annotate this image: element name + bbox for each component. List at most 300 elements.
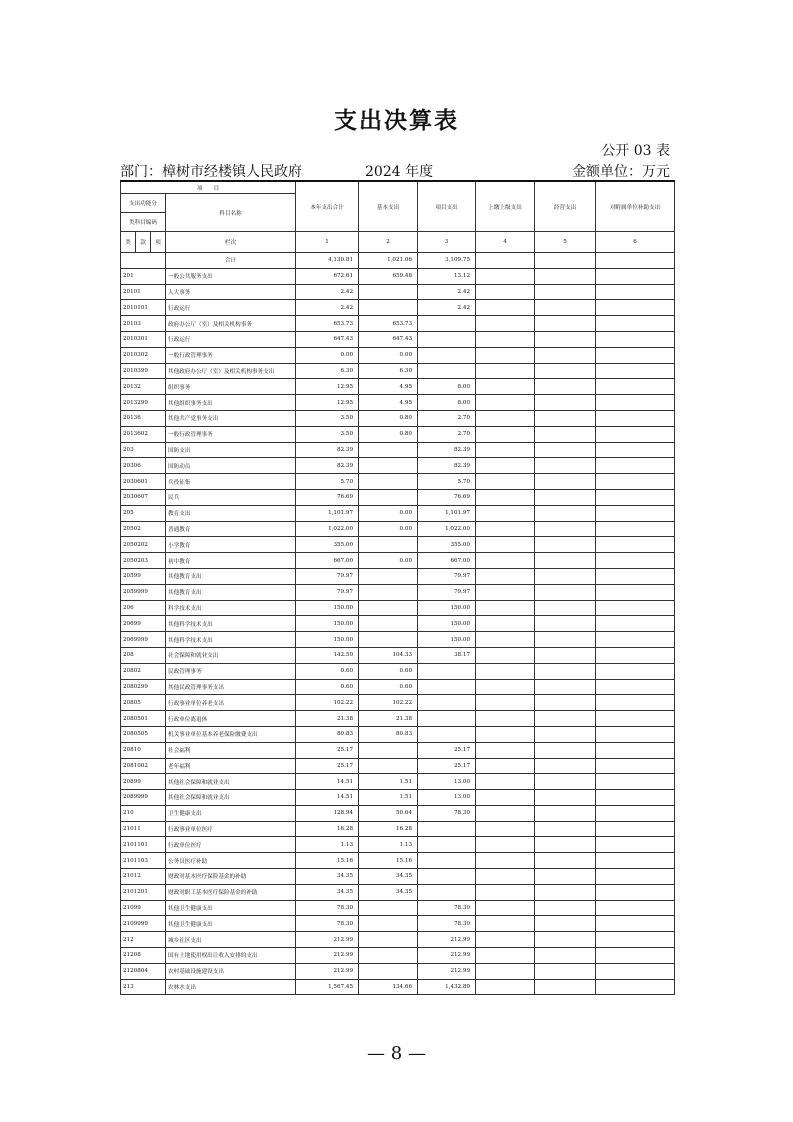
page-title: 支出决算表 bbox=[334, 108, 459, 134]
row-subject-name: 科学技术支出 bbox=[166, 600, 296, 616]
row-operating-expenditure bbox=[535, 284, 596, 300]
row-code: 21099 bbox=[121, 900, 166, 916]
row-operating-expenditure bbox=[535, 774, 596, 790]
row-upper-payment bbox=[476, 553, 535, 569]
row-total-expenditure: 2.42 bbox=[296, 300, 359, 316]
row-subject-name: 其他卫生健康支出 bbox=[166, 916, 296, 932]
row-subsidiary-subsidy bbox=[596, 948, 675, 964]
table-row bbox=[121, 442, 675, 458]
row-basic-expenditure: 653.73 bbox=[359, 316, 418, 332]
row-basic-expenditure: 0.00 bbox=[359, 521, 418, 537]
row-code: 210 bbox=[121, 805, 166, 821]
table-row bbox=[121, 679, 675, 695]
form-number: 公开 03 表 bbox=[601, 143, 670, 159]
row-operating-expenditure bbox=[535, 884, 596, 900]
row-code: 21208 bbox=[121, 948, 166, 964]
row-basic-expenditure: 104.33 bbox=[359, 647, 418, 663]
row-project-expenditure: 1,101.97 bbox=[418, 505, 476, 521]
row-code: 2013602 bbox=[121, 426, 166, 442]
row-basic-expenditure bbox=[359, 489, 418, 505]
row-subject-name: 城乡社区支出 bbox=[166, 932, 296, 948]
row-project-expenditure bbox=[418, 316, 476, 332]
row-subject-name: 其他社会保障和就业支出 bbox=[166, 790, 296, 806]
row-subject-name: 政府办公厅（室）及相关机构事务 bbox=[166, 316, 296, 332]
row-code: 205 bbox=[121, 505, 166, 521]
row-project-expenditure: 667.00 bbox=[418, 553, 476, 569]
row-operating-expenditure bbox=[535, 900, 596, 916]
row-project-expenditure: 13.00 bbox=[418, 790, 476, 806]
row-basic-expenditure bbox=[359, 948, 418, 964]
row-project-expenditure: 13.00 bbox=[418, 774, 476, 790]
row-code: 2080501 bbox=[121, 711, 166, 727]
row-basic-expenditure: 647.43 bbox=[359, 331, 418, 347]
row-code: 21011 bbox=[121, 821, 166, 837]
row-subject-name: 其他教育支出 bbox=[166, 568, 296, 584]
row-subsidiary-subsidy bbox=[596, 916, 675, 932]
row-total-expenditure: 14.51 bbox=[296, 790, 359, 806]
row-operating-expenditure bbox=[535, 790, 596, 806]
row-total-expenditure: 82.39 bbox=[296, 442, 359, 458]
row-upper-payment bbox=[476, 884, 535, 900]
row-subject-name: 其他政府办公厅（室）及相关机构事务支出 bbox=[166, 363, 296, 379]
table-row bbox=[121, 869, 675, 885]
row-project-expenditure bbox=[418, 821, 476, 837]
row-project-expenditure: 1,432.80 bbox=[418, 979, 476, 995]
row-project-expenditure: 79.97 bbox=[418, 584, 476, 600]
row-upper-payment bbox=[476, 742, 535, 758]
row-upper-payment bbox=[476, 695, 535, 711]
table-row bbox=[121, 300, 675, 316]
row-operating-expenditure bbox=[535, 932, 596, 948]
row-operating-expenditure bbox=[535, 948, 596, 964]
row-code: 20103 bbox=[121, 316, 166, 332]
row-basic-expenditure bbox=[359, 568, 418, 584]
row-operating-expenditure bbox=[535, 616, 596, 632]
row-total-expenditure: 667.00 bbox=[296, 553, 359, 569]
table-row bbox=[121, 963, 675, 979]
row-project-expenditure: 355.00 bbox=[418, 537, 476, 553]
row-subsidiary-subsidy bbox=[596, 537, 675, 553]
row-basic-expenditure: 0.00 bbox=[359, 347, 418, 363]
row-total-expenditure: 1.13 bbox=[296, 837, 359, 853]
row-basic-expenditure: 6.30 bbox=[359, 363, 418, 379]
row-project-expenditure: 5.70 bbox=[418, 474, 476, 490]
row-code: 2101201 bbox=[121, 884, 166, 900]
row-code: 20699 bbox=[121, 616, 166, 632]
row-operating-expenditure bbox=[535, 474, 596, 490]
row-subject-name: 一般行政管理事务 bbox=[166, 426, 296, 442]
row-operating-expenditure bbox=[535, 268, 596, 284]
row-total-expenditure: 78.30 bbox=[296, 916, 359, 932]
row-total-expenditure: 21.38 bbox=[296, 711, 359, 727]
row-upper-payment bbox=[476, 331, 535, 347]
row-operating-expenditure bbox=[535, 679, 596, 695]
row-total-expenditure: 1,022.00 bbox=[296, 521, 359, 537]
row-basic-expenditure bbox=[359, 284, 418, 300]
row-subject-name: 其他组织事务支出 bbox=[166, 395, 296, 411]
row-total-expenditure: 16.28 bbox=[296, 821, 359, 837]
row-total-expenditure: 34.35 bbox=[296, 869, 359, 885]
row-operating-expenditure bbox=[535, 537, 596, 553]
row-subsidiary-subsidy bbox=[596, 600, 675, 616]
row-subject-name: 行政单位离退休 bbox=[166, 711, 296, 727]
row-code: 2013299 bbox=[121, 395, 166, 411]
amount-unit-label: 金额单位：万元 bbox=[572, 164, 670, 180]
row-upper-payment bbox=[476, 900, 535, 916]
row-project-expenditure bbox=[418, 853, 476, 869]
row-basic-expenditure bbox=[359, 616, 418, 632]
row-code: 20132 bbox=[121, 379, 166, 395]
row-basic-expenditure bbox=[359, 916, 418, 932]
row-project-expenditure: 76.69 bbox=[418, 489, 476, 505]
header-xiang: 项 bbox=[151, 232, 166, 253]
row-subsidiary-subsidy bbox=[596, 884, 675, 900]
row-project-expenditure: 25.17 bbox=[418, 758, 476, 774]
row-upper-payment bbox=[476, 410, 535, 426]
table-row bbox=[121, 853, 675, 869]
row-project-expenditure: 1,022.00 bbox=[418, 521, 476, 537]
row-subject-name: 其他社会保障和就业支出 bbox=[166, 774, 296, 790]
row-subsidiary-subsidy bbox=[596, 316, 675, 332]
row-operating-expenditure bbox=[535, 347, 596, 363]
table-row bbox=[121, 316, 675, 332]
table-row bbox=[121, 410, 675, 426]
row-total-expenditure: 212.99 bbox=[296, 948, 359, 964]
row-subject-name: 财政对职工基本医疗保险基金的补助 bbox=[166, 884, 296, 900]
row-subject-name: 公务员医疗补助 bbox=[166, 853, 296, 869]
col-num-2: 2 bbox=[359, 232, 418, 253]
row-total-expenditure: 150.00 bbox=[296, 616, 359, 632]
row-total-expenditure: 15.16 bbox=[296, 853, 359, 869]
row-project-expenditure bbox=[418, 679, 476, 695]
row-basic-expenditure: 134.66 bbox=[359, 979, 418, 995]
row-basic-expenditure bbox=[359, 537, 418, 553]
table-row bbox=[121, 331, 675, 347]
row-subsidiary-subsidy bbox=[596, 410, 675, 426]
row-total-expenditure: 12.95 bbox=[296, 379, 359, 395]
row-total-expenditure: 647.43 bbox=[296, 331, 359, 347]
header-subject-name: 科目名称 bbox=[166, 194, 296, 232]
table-row bbox=[121, 711, 675, 727]
row-basic-expenditure: 0.80 bbox=[359, 410, 418, 426]
row-basic-expenditure: 0.60 bbox=[359, 679, 418, 695]
row-project-expenditure bbox=[418, 869, 476, 885]
header-kuan: 款 bbox=[136, 232, 151, 253]
row-upper-payment bbox=[476, 505, 535, 521]
row-subsidiary-subsidy bbox=[596, 395, 675, 411]
row-code: 2030607 bbox=[121, 489, 166, 505]
table-row bbox=[121, 979, 675, 995]
row-upper-payment bbox=[476, 616, 535, 632]
header-row-project bbox=[121, 181, 675, 194]
row-subject-name: 其他民政管理事务支出 bbox=[166, 679, 296, 695]
row-basic-expenditure: 1.13 bbox=[359, 837, 418, 853]
row-project-expenditure: 78.30 bbox=[418, 900, 476, 916]
row-upper-payment bbox=[476, 442, 535, 458]
row-code: 2089999 bbox=[121, 790, 166, 806]
row-code: 2101103 bbox=[121, 853, 166, 869]
total-v6 bbox=[596, 253, 675, 269]
row-operating-expenditure bbox=[535, 837, 596, 853]
row-total-expenditure: 128.94 bbox=[296, 805, 359, 821]
row-basic-expenditure: 4.95 bbox=[359, 379, 418, 395]
row-upper-payment bbox=[476, 363, 535, 379]
row-total-expenditure: 6.30 bbox=[296, 363, 359, 379]
row-subsidiary-subsidy bbox=[596, 268, 675, 284]
row-total-expenditure: 212.99 bbox=[296, 932, 359, 948]
row-total-expenditure: 3.50 bbox=[296, 426, 359, 442]
row-operating-expenditure bbox=[535, 458, 596, 474]
row-operating-expenditure bbox=[535, 632, 596, 648]
row-basic-expenditure: 659.48 bbox=[359, 268, 418, 284]
row-code: 213 bbox=[121, 979, 166, 995]
row-basic-expenditure: 0.00 bbox=[359, 553, 418, 569]
table-row bbox=[121, 837, 675, 853]
row-code: 2050203 bbox=[121, 553, 166, 569]
row-project-expenditure: 13.12 bbox=[418, 268, 476, 284]
row-total-expenditure: 0.60 bbox=[296, 679, 359, 695]
header-row-colno bbox=[121, 232, 675, 253]
row-upper-payment bbox=[476, 316, 535, 332]
row-subject-name: 国防支出 bbox=[166, 442, 296, 458]
row-code: 2069999 bbox=[121, 632, 166, 648]
total-v3: 3,109.75 bbox=[418, 253, 476, 269]
row-subsidiary-subsidy bbox=[596, 932, 675, 948]
row-project-expenditure: 8.00 bbox=[418, 395, 476, 411]
row-operating-expenditure bbox=[535, 711, 596, 727]
row-total-expenditure: 1,101.97 bbox=[296, 505, 359, 521]
row-code: 20802 bbox=[121, 663, 166, 679]
department-label: 部门：樟树市经楼镇人民政府 bbox=[120, 164, 302, 180]
table-row bbox=[121, 632, 675, 648]
table-row bbox=[121, 458, 675, 474]
row-subject-name: 民政管理事务 bbox=[166, 663, 296, 679]
row-total-expenditure: 76.69 bbox=[296, 489, 359, 505]
row-code: 2010301 bbox=[121, 331, 166, 347]
row-upper-payment bbox=[476, 853, 535, 869]
table-row bbox=[121, 600, 675, 616]
row-subject-name: 社会保障和就业支出 bbox=[166, 647, 296, 663]
row-basic-expenditure bbox=[359, 300, 418, 316]
row-project-expenditure bbox=[418, 884, 476, 900]
row-code: 20810 bbox=[121, 742, 166, 758]
header-lei: 类 bbox=[121, 232, 136, 253]
row-project-expenditure bbox=[418, 331, 476, 347]
row-subsidiary-subsidy bbox=[596, 442, 675, 458]
row-code: 2010101 bbox=[121, 300, 166, 316]
row-upper-payment bbox=[476, 395, 535, 411]
col-num-5: 5 bbox=[535, 232, 596, 253]
row-code: 203 bbox=[121, 442, 166, 458]
row-subsidiary-subsidy bbox=[596, 821, 675, 837]
row-subsidiary-subsidy bbox=[596, 426, 675, 442]
table-row bbox=[121, 584, 675, 600]
table-row bbox=[121, 505, 675, 521]
row-basic-expenditure bbox=[359, 442, 418, 458]
row-basic-expenditure: 0.60 bbox=[359, 663, 418, 679]
row-subsidiary-subsidy bbox=[596, 900, 675, 916]
row-subsidiary-subsidy bbox=[596, 300, 675, 316]
row-upper-payment bbox=[476, 679, 535, 695]
row-code: 2101101 bbox=[121, 837, 166, 853]
row-subsidiary-subsidy bbox=[596, 695, 675, 711]
row-code: 208 bbox=[121, 647, 166, 663]
row-subject-name: 教育支出 bbox=[166, 505, 296, 521]
row-subsidiary-subsidy bbox=[596, 679, 675, 695]
row-total-expenditure: 80.83 bbox=[296, 726, 359, 742]
row-code: 2010399 bbox=[121, 363, 166, 379]
row-project-expenditure: 2.42 bbox=[418, 300, 476, 316]
row-basic-expenditure: 1.51 bbox=[359, 790, 418, 806]
total-v4 bbox=[476, 253, 535, 269]
row-subject-name: 农村基础设施建设支出 bbox=[166, 963, 296, 979]
table-row bbox=[121, 474, 675, 490]
row-total-expenditure: 0.00 bbox=[296, 347, 359, 363]
row-operating-expenditure bbox=[535, 979, 596, 995]
row-operating-expenditure bbox=[535, 647, 596, 663]
table-row bbox=[121, 521, 675, 537]
row-project-expenditure: 150.00 bbox=[418, 632, 476, 648]
row-upper-payment bbox=[476, 821, 535, 837]
row-total-expenditure: 78.30 bbox=[296, 900, 359, 916]
row-project-expenditure: 25.17 bbox=[418, 742, 476, 758]
row-upper-payment bbox=[476, 805, 535, 821]
row-project-expenditure: 38.17 bbox=[418, 647, 476, 663]
row-total-expenditure: 150.00 bbox=[296, 632, 359, 648]
row-subsidiary-subsidy bbox=[596, 505, 675, 521]
row-total-expenditure: 79.97 bbox=[296, 568, 359, 584]
row-operating-expenditure bbox=[535, 410, 596, 426]
row-subject-name: 初中教育 bbox=[166, 553, 296, 569]
row-subject-name: 行政运行 bbox=[166, 300, 296, 316]
header-func-code-1: 支出功能分 bbox=[121, 194, 166, 213]
row-subject-name: 其他教育支出 bbox=[166, 584, 296, 600]
row-subsidiary-subsidy bbox=[596, 379, 675, 395]
row-project-expenditure: 212.99 bbox=[418, 963, 476, 979]
row-subsidiary-subsidy bbox=[596, 805, 675, 821]
col-num-4: 4 bbox=[476, 232, 535, 253]
row-upper-payment bbox=[476, 537, 535, 553]
header-col-5: 经营支出 bbox=[535, 181, 596, 232]
row-basic-expenditure bbox=[359, 900, 418, 916]
row-subsidiary-subsidy bbox=[596, 742, 675, 758]
table-row bbox=[121, 663, 675, 679]
row-total-expenditure: 212.99 bbox=[296, 963, 359, 979]
row-subject-name: 财政对基本医疗保险基金的补助 bbox=[166, 869, 296, 885]
row-basic-expenditure bbox=[359, 600, 418, 616]
row-operating-expenditure bbox=[535, 805, 596, 821]
header-col-no: 栏次 bbox=[166, 232, 296, 253]
header-col-2: 基本支出 bbox=[359, 181, 418, 232]
row-subsidiary-subsidy bbox=[596, 347, 675, 363]
row-upper-payment bbox=[476, 379, 535, 395]
row-upper-payment bbox=[476, 758, 535, 774]
row-subsidiary-subsidy bbox=[596, 726, 675, 742]
row-code: 20136 bbox=[121, 410, 166, 426]
row-upper-payment bbox=[476, 284, 535, 300]
table-row bbox=[121, 758, 675, 774]
row-basic-expenditure: 34.35 bbox=[359, 884, 418, 900]
row-basic-expenditure: 4.95 bbox=[359, 395, 418, 411]
row-code: 206 bbox=[121, 600, 166, 616]
row-upper-payment bbox=[476, 600, 535, 616]
row-total-expenditure: 3.50 bbox=[296, 410, 359, 426]
row-subject-name: 民兵 bbox=[166, 489, 296, 505]
row-code: 20899 bbox=[121, 774, 166, 790]
total-v2: 1,021.06 bbox=[359, 253, 418, 269]
row-subject-name: 行政事业单位养老支出 bbox=[166, 695, 296, 711]
row-total-expenditure: 25.17 bbox=[296, 758, 359, 774]
row-project-expenditure: 150.00 bbox=[418, 616, 476, 632]
row-project-expenditure bbox=[418, 663, 476, 679]
row-subject-name: 国防动员 bbox=[166, 458, 296, 474]
row-code: 21012 bbox=[121, 869, 166, 885]
row-total-expenditure: 25.17 bbox=[296, 742, 359, 758]
row-subsidiary-subsidy bbox=[596, 632, 675, 648]
table-row bbox=[121, 268, 675, 284]
table-row bbox=[121, 805, 675, 821]
row-basic-expenditure bbox=[359, 758, 418, 774]
row-upper-payment bbox=[476, 521, 535, 537]
row-project-expenditure: 2.42 bbox=[418, 284, 476, 300]
table-row bbox=[121, 553, 675, 569]
row-subsidiary-subsidy bbox=[596, 521, 675, 537]
row-upper-payment bbox=[476, 489, 535, 505]
row-basic-expenditure: 0.80 bbox=[359, 426, 418, 442]
row-basic-expenditure: 34.35 bbox=[359, 869, 418, 885]
row-basic-expenditure: 15.16 bbox=[359, 853, 418, 869]
row-subject-name: 机关事业单位基本养老保险缴费支出 bbox=[166, 726, 296, 742]
row-subsidiary-subsidy bbox=[596, 584, 675, 600]
row-total-expenditure: 82.39 bbox=[296, 458, 359, 474]
row-subsidiary-subsidy bbox=[596, 284, 675, 300]
row-subject-name: 其他卫生健康支出 bbox=[166, 900, 296, 916]
row-upper-payment bbox=[476, 458, 535, 474]
row-total-expenditure: 34.35 bbox=[296, 884, 359, 900]
row-code: 2120804 bbox=[121, 963, 166, 979]
row-operating-expenditure bbox=[535, 853, 596, 869]
row-upper-payment bbox=[476, 963, 535, 979]
total-v5 bbox=[535, 253, 596, 269]
row-subsidiary-subsidy bbox=[596, 790, 675, 806]
row-upper-payment bbox=[476, 837, 535, 853]
row-subject-name: 卫生健康支出 bbox=[166, 805, 296, 821]
table-row bbox=[121, 426, 675, 442]
table-row bbox=[121, 916, 675, 932]
row-subject-name: 小学教育 bbox=[166, 537, 296, 553]
header-col-3: 项目支出 bbox=[418, 181, 476, 232]
row-total-expenditure: 355.00 bbox=[296, 537, 359, 553]
row-code: 2081002 bbox=[121, 758, 166, 774]
row-operating-expenditure bbox=[535, 426, 596, 442]
row-operating-expenditure bbox=[535, 331, 596, 347]
row-total-expenditure: 12.95 bbox=[296, 395, 359, 411]
row-total-expenditure: 79.97 bbox=[296, 584, 359, 600]
row-operating-expenditure bbox=[535, 300, 596, 316]
row-code: 2080505 bbox=[121, 726, 166, 742]
total-row bbox=[121, 253, 675, 269]
row-project-expenditure bbox=[418, 711, 476, 727]
header-col-4: 上缴上级支出 bbox=[476, 181, 535, 232]
row-operating-expenditure bbox=[535, 758, 596, 774]
row-operating-expenditure bbox=[535, 568, 596, 584]
table-row bbox=[121, 568, 675, 584]
col-num-1: 1 bbox=[296, 232, 359, 253]
fiscal-year-label: 2024 年度 bbox=[365, 164, 434, 180]
table-row bbox=[121, 284, 675, 300]
row-project-expenditure: 8.00 bbox=[418, 379, 476, 395]
row-subsidiary-subsidy bbox=[596, 869, 675, 885]
